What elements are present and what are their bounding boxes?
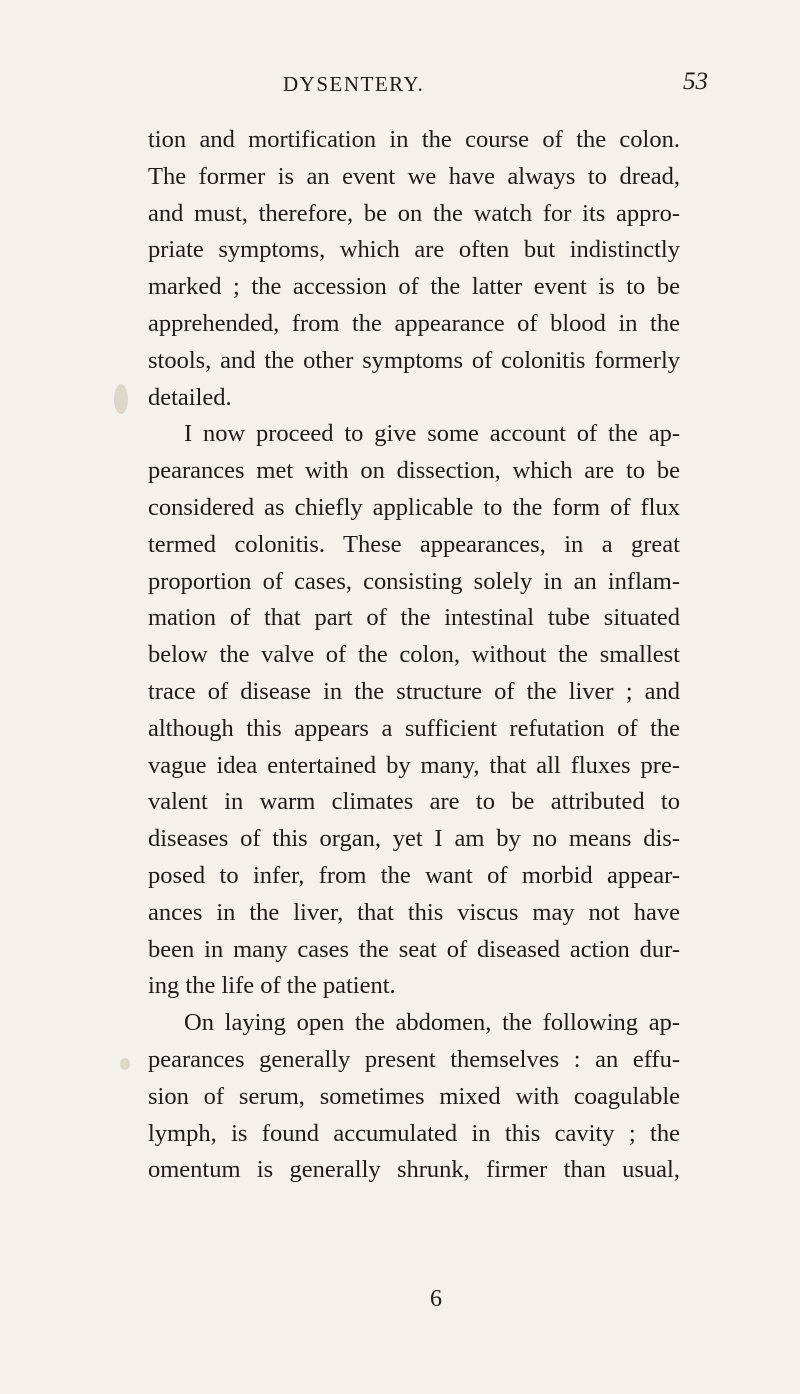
text-line: The former is an event we have always to dread, — [148, 162, 680, 190]
text-line: ances in the liver, that this viscus may not have — [148, 898, 680, 926]
text-line: apprehended, from the appearance of blood in the — [148, 309, 680, 337]
text-line: been in many cases the seat of diseased action dur- — [148, 935, 680, 963]
text-line: pearances met with on dissection, which are to be — [148, 457, 680, 485]
paragraph-start-line: On laying open the abdomen, the following ap- — [184, 1009, 680, 1037]
paper-stain — [120, 1058, 130, 1070]
text-line: pearances generally present themselves : an effu- — [148, 1045, 680, 1073]
text-line: sion of serum, sometimes mixed with coagulable — [148, 1082, 680, 1110]
signature-mark: 6 — [430, 1286, 442, 1312]
text-line: stools, and the other symptoms of colonitis formerly — [148, 346, 680, 374]
text-line: although this appears a sufficient refutation of the — [148, 714, 680, 742]
running-head — [0, 62, 800, 102]
text-line: trace of disease in the structure of the liver ; and — [148, 677, 680, 705]
text-line: proportion of cases, consisting solely in an inflam- — [148, 567, 680, 595]
page-number: 53 — [683, 68, 708, 95]
paragraph-start-line: I now proceed to give some account of the ap- — [184, 420, 680, 448]
text-line: posed to infer, from the want of morbid appear- — [148, 861, 680, 889]
running-title: DYSENTERY. — [283, 72, 425, 96]
text-line: mation of that part of the intestinal tube situated — [148, 604, 680, 632]
text-line: detailed. — [148, 383, 232, 411]
text-line: marked ; the accession of the latter event is to be — [148, 273, 680, 301]
text-line: considered as chiefly applicable to the form of flux — [148, 493, 680, 521]
text-line: ing the life of the patient. — [148, 972, 396, 1000]
text-line: valent in warm climates are to be attributed to — [148, 788, 680, 816]
paper-stain — [114, 384, 128, 414]
text-line: termed colonitis. These appearances, in a great — [148, 530, 680, 558]
text-line: diseases of this organ, yet I am by no means dis- — [148, 825, 680, 853]
text-line: lymph, is found accumulated in this cavity ; the — [148, 1119, 680, 1147]
body-text — [148, 122, 680, 1189]
text-line: below the valve of the colon, without the smallest — [148, 641, 680, 669]
text-line: tion and mortification in the course of the colon. — [148, 126, 680, 153]
text-line: vague idea entertained by many, that all fluxes pre- — [148, 751, 680, 779]
text-line: and must, therefore, be on the watch for its appro- — [148, 199, 680, 227]
text-line: omentum is generally shrunk, firmer than usual, — [148, 1156, 680, 1184]
text-line: priate symptoms, which are often but indistinctly — [148, 236, 680, 264]
